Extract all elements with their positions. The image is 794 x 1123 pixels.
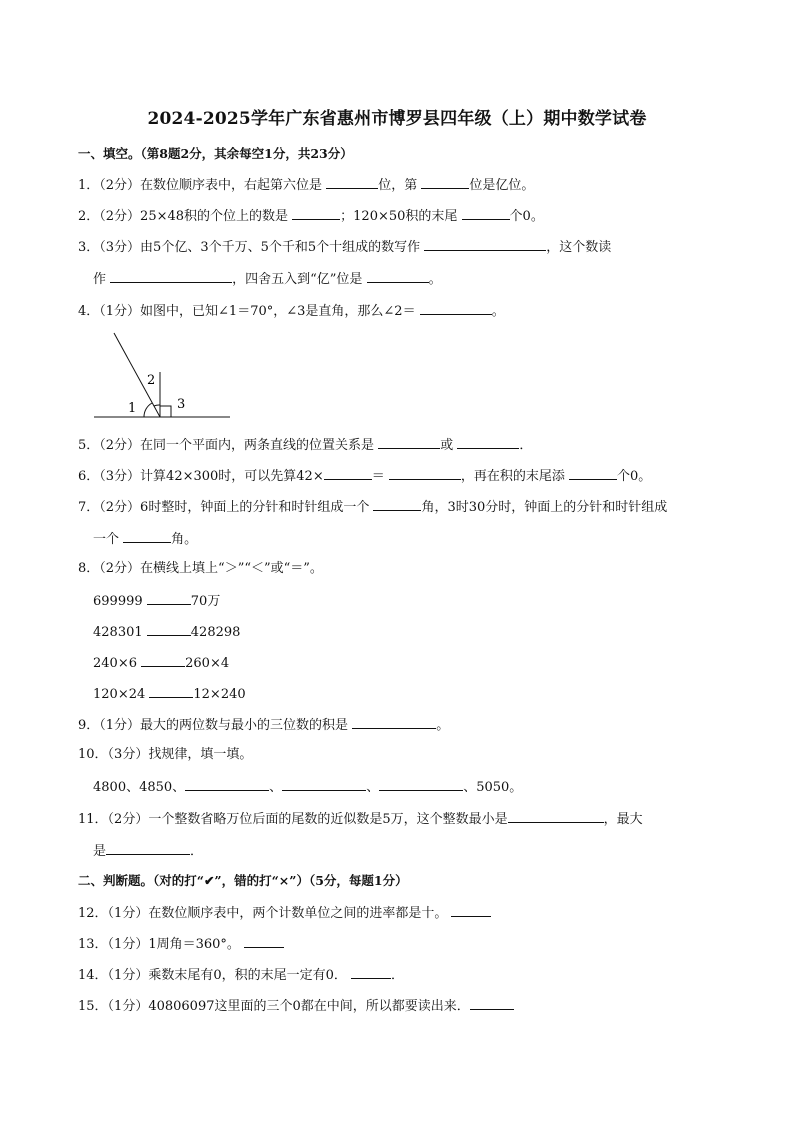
comparison-item (93, 623, 240, 641)
q7-text-a: 7．（2分）6时整时，钟面上的分针和时针组成一个 (78, 500, 374, 515)
q11-text-a: 11．（2分）一个整数省略万位后面的尾数的近似数是5万，这个整数最小是 (78, 812, 508, 827)
answer-blank[interactable] (123, 530, 171, 543)
answer-blank[interactable] (508, 810, 604, 823)
q8-text-a: 8．（2分）在横线上填上“＞”“＜”或“＝”。 (78, 561, 323, 576)
q6-text-c: ，再在积的末尾添 (460, 469, 570, 484)
section-fill-in-heading: 一、填空。（第8题2分，其余每空1分，共23分） (78, 146, 353, 161)
q6-text-d: 个0。 (617, 469, 652, 484)
separator: 、 (366, 780, 380, 795)
answer-blank[interactable] (389, 467, 461, 480)
angle-label-1: 1 (128, 401, 137, 416)
q3-text-d: ，四舍五入到“亿”位是 (232, 272, 367, 287)
q5-text-b: 或 (440, 438, 458, 453)
q1-text-a: 1．（2分）在数位顺序表中，右起第六位是 (78, 178, 327, 193)
comparison-item (93, 592, 220, 610)
question-12 (78, 904, 491, 922)
q15-text-a: 15．（1分）40806097这里面的三个0都在中间，所以都要读出来． (78, 999, 470, 1014)
comparison-right: 12×240 (193, 687, 246, 702)
angle-2-arc (154, 405, 160, 406)
q2-text-b: ；120×50积的末尾 (340, 209, 462, 224)
q14-text-a: 14．（1分）乘数末尾有0，积的末尾一定有0． (78, 968, 351, 983)
question-7 (78, 498, 667, 516)
answer-blank[interactable] (470, 997, 514, 1010)
comparison-right: 70万 (190, 594, 221, 609)
answer-blank[interactable] (569, 467, 617, 480)
answer-blank[interactable] (424, 238, 546, 251)
answer-blank[interactable] (351, 966, 391, 979)
answer-blank[interactable] (457, 436, 519, 449)
q3-text-b: ，这个数读 (546, 240, 612, 255)
q4-text-b: 。 (491, 304, 505, 319)
question-13 (78, 935, 284, 953)
section-true-false-heading: 二、判断题。（对的打“✔”，错的打“×”）（5分，每题1分） (78, 873, 408, 888)
angle-label-3: 3 (177, 397, 186, 412)
q9-text-a: 9．（1分）最大的两位数与最小的三位数的积是 (78, 718, 353, 733)
answer-blank[interactable] (106, 842, 190, 855)
q10-text-b: 4800、4850、 (93, 780, 186, 795)
question-6 (78, 467, 651, 485)
right-angle-mark (160, 406, 171, 417)
q6-text-b: ＝ (371, 469, 389, 484)
comparison-left: 428301 (93, 625, 143, 640)
question-14 (78, 966, 404, 984)
answer-blank[interactable] (110, 270, 232, 283)
comparison-item (93, 654, 229, 672)
answer-blank[interactable] (292, 207, 340, 220)
comparison-left: 240×6 (93, 656, 137, 671)
q3-text-c: 作 (93, 272, 111, 287)
q11-text-c: 是 (93, 844, 107, 859)
q5-text-c: ． (519, 438, 533, 453)
question-9 (78, 716, 449, 734)
question-5 (78, 436, 532, 454)
q3-text-a: 3．（3分）由5个亿、3个千万、5个千和5个十组成的数写作 (78, 240, 425, 255)
comparison-left: 699999 (93, 594, 143, 609)
question-4 (78, 302, 505, 320)
q11-text-d: ． (190, 844, 204, 859)
question-7-continued (93, 530, 197, 548)
answer-blank[interactable] (147, 623, 191, 636)
answer-blank[interactable] (141, 654, 185, 667)
question-15 (78, 997, 514, 1015)
answer-blank[interactable] (379, 778, 463, 791)
q9-text-b: 。 (436, 718, 450, 733)
separator: 、 (269, 780, 283, 795)
comparison-left: 120×24 (93, 687, 146, 702)
comparison-right: 428298 (190, 625, 241, 640)
answer-blank[interactable] (326, 176, 378, 189)
q6-text-a: 6．（3分）计算42×300时，可以先算42× (78, 469, 324, 484)
question-8 (78, 561, 323, 577)
q2-text-c: 个0。 (509, 209, 544, 224)
q4-text-a: 4．（1分）如图中，已知∠1＝70°，∠3是直角，那么∠2＝ (78, 304, 420, 319)
answer-blank[interactable] (185, 778, 269, 791)
q2-text-a: 2．（2分）25×48积的个位上的数是 (78, 209, 293, 224)
answer-blank[interactable] (367, 270, 429, 283)
answer-blank[interactable] (149, 685, 193, 698)
exam-title: 2024-2025学年广东省惠州市博罗县四年级（上）期中数学试卷 (147, 109, 647, 129)
answer-blank[interactable] (147, 592, 191, 605)
q14-text-b: ． (391, 968, 405, 983)
angle-label-2: 2 (147, 373, 156, 388)
answer-blank[interactable] (421, 176, 469, 189)
q3-text-e: 。 (428, 272, 442, 287)
q5-text-a: 5．（2分）在同一个平面内，两条直线的位置关系是 (78, 438, 379, 453)
comparison-right: 260×4 (185, 656, 230, 671)
answer-blank[interactable] (352, 716, 436, 729)
answer-blank[interactable] (373, 498, 421, 511)
question-2 (78, 207, 544, 225)
answer-blank[interactable] (244, 935, 284, 948)
answer-blank[interactable] (420, 302, 492, 315)
answer-blank[interactable] (462, 207, 510, 220)
q7-text-c: 一个 (93, 532, 124, 547)
q7-text-b: 角，3时30分时，钟面上的分针和时针组成 (421, 500, 668, 515)
q10-text-c: 、5050。 (463, 780, 523, 795)
q1-text-b: 位，第 (378, 178, 422, 193)
q7-text-d: 角。 (171, 532, 198, 547)
question-3-continued (93, 270, 442, 288)
angle-1-arc (144, 403, 152, 417)
answer-blank[interactable] (282, 778, 366, 791)
q11-text-b: ，最大 (603, 812, 643, 827)
q1-text-c: 位是亿位。 (469, 178, 535, 193)
angle-figure (90, 330, 232, 422)
answer-blank[interactable] (378, 436, 440, 449)
answer-blank[interactable] (324, 467, 372, 480)
question-3 (78, 238, 611, 256)
comparison-item (93, 685, 246, 703)
answer-blank[interactable] (451, 904, 491, 917)
question-11 (78, 810, 643, 828)
question-10-sequence (93, 778, 522, 796)
question-10 (78, 747, 252, 763)
q10-text-a: 10．（3分）找规律，填一填。 (78, 747, 253, 762)
question-11-continued (93, 842, 203, 860)
question-1 (78, 176, 534, 194)
q12-text-a: 12．（1分）在数位顺序表中，两个计数单位之间的进率都是十。 (78, 906, 452, 921)
q13-text-a: 13．（1分）1周角＝360°。 (78, 937, 245, 952)
